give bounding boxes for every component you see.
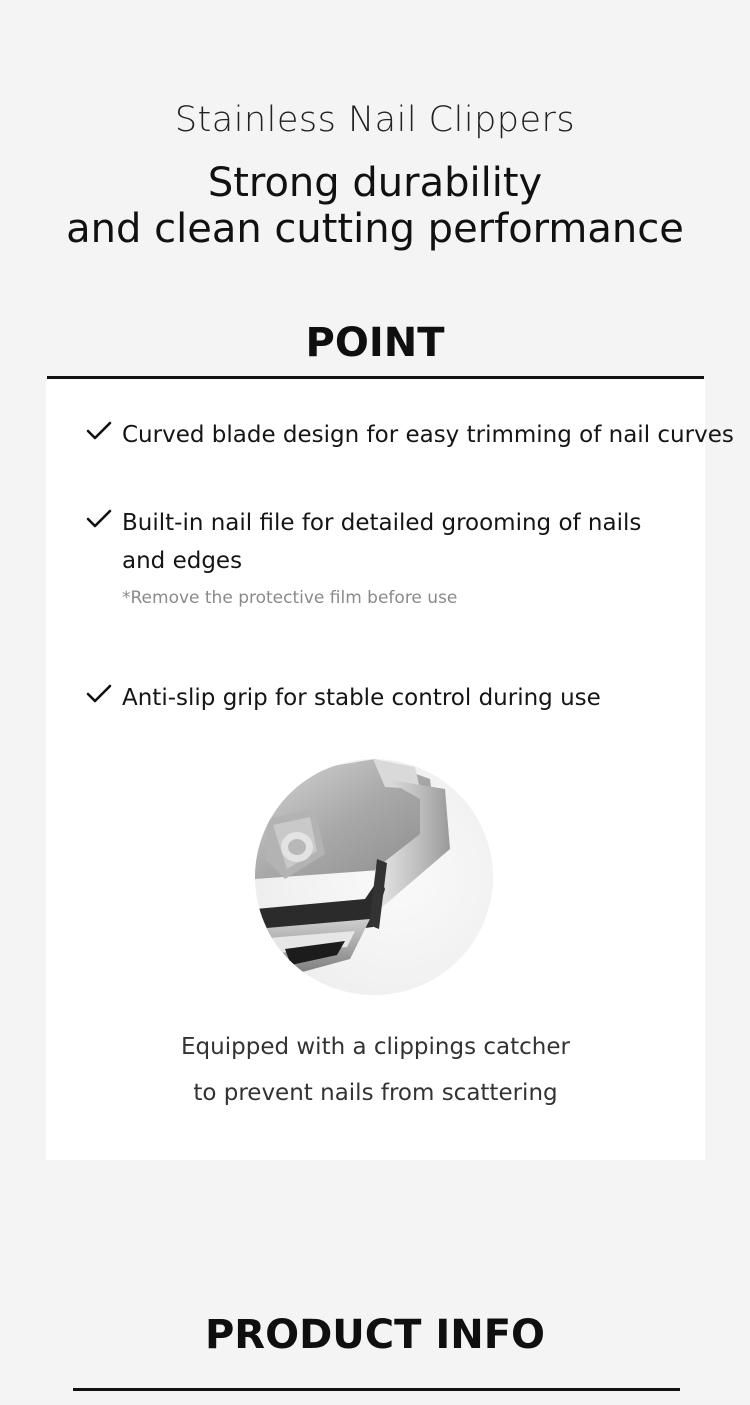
point-card — [46, 379, 734, 1160]
feature-line: Curved blade design for easy trimming of nail curves — [122, 422, 734, 448]
caption-line-2: to prevent nails from scattering — [193, 1080, 558, 1106]
feature-text — [122, 679, 601, 717]
checkmark-icon — [86, 683, 112, 705]
clippings-catcher-photo — [255, 759, 493, 995]
nail-clipper-closeup-image — [255, 759, 493, 995]
feature-line: Built-in nail file for detailed grooming of nails — [122, 510, 642, 536]
caption-line-1: Equipped with a clippings catcher — [181, 1034, 570, 1060]
product-info-divider — [73, 1388, 680, 1391]
hero-subtitle: Stainless Nail Clippers — [174, 100, 576, 140]
point-title: POINT — [305, 320, 445, 366]
hero-headline — [0, 160, 750, 252]
checkmark-icon — [86, 508, 112, 530]
feature-text — [122, 416, 734, 454]
feature-note: *Remove the protective film before use — [122, 588, 458, 608]
headline-line-1: Strong durability — [207, 160, 543, 206]
product-info-title: PRODUCT INFO — [204, 1312, 546, 1358]
checkmark-icon — [86, 420, 112, 442]
photo-caption — [46, 1024, 705, 1116]
feature-line: and edges — [122, 548, 243, 574]
headline-line-2: and clean cutting performance — [66, 206, 684, 252]
feature-text — [122, 504, 641, 580]
feature-line: Anti-slip grip for stable control during use — [122, 685, 601, 711]
